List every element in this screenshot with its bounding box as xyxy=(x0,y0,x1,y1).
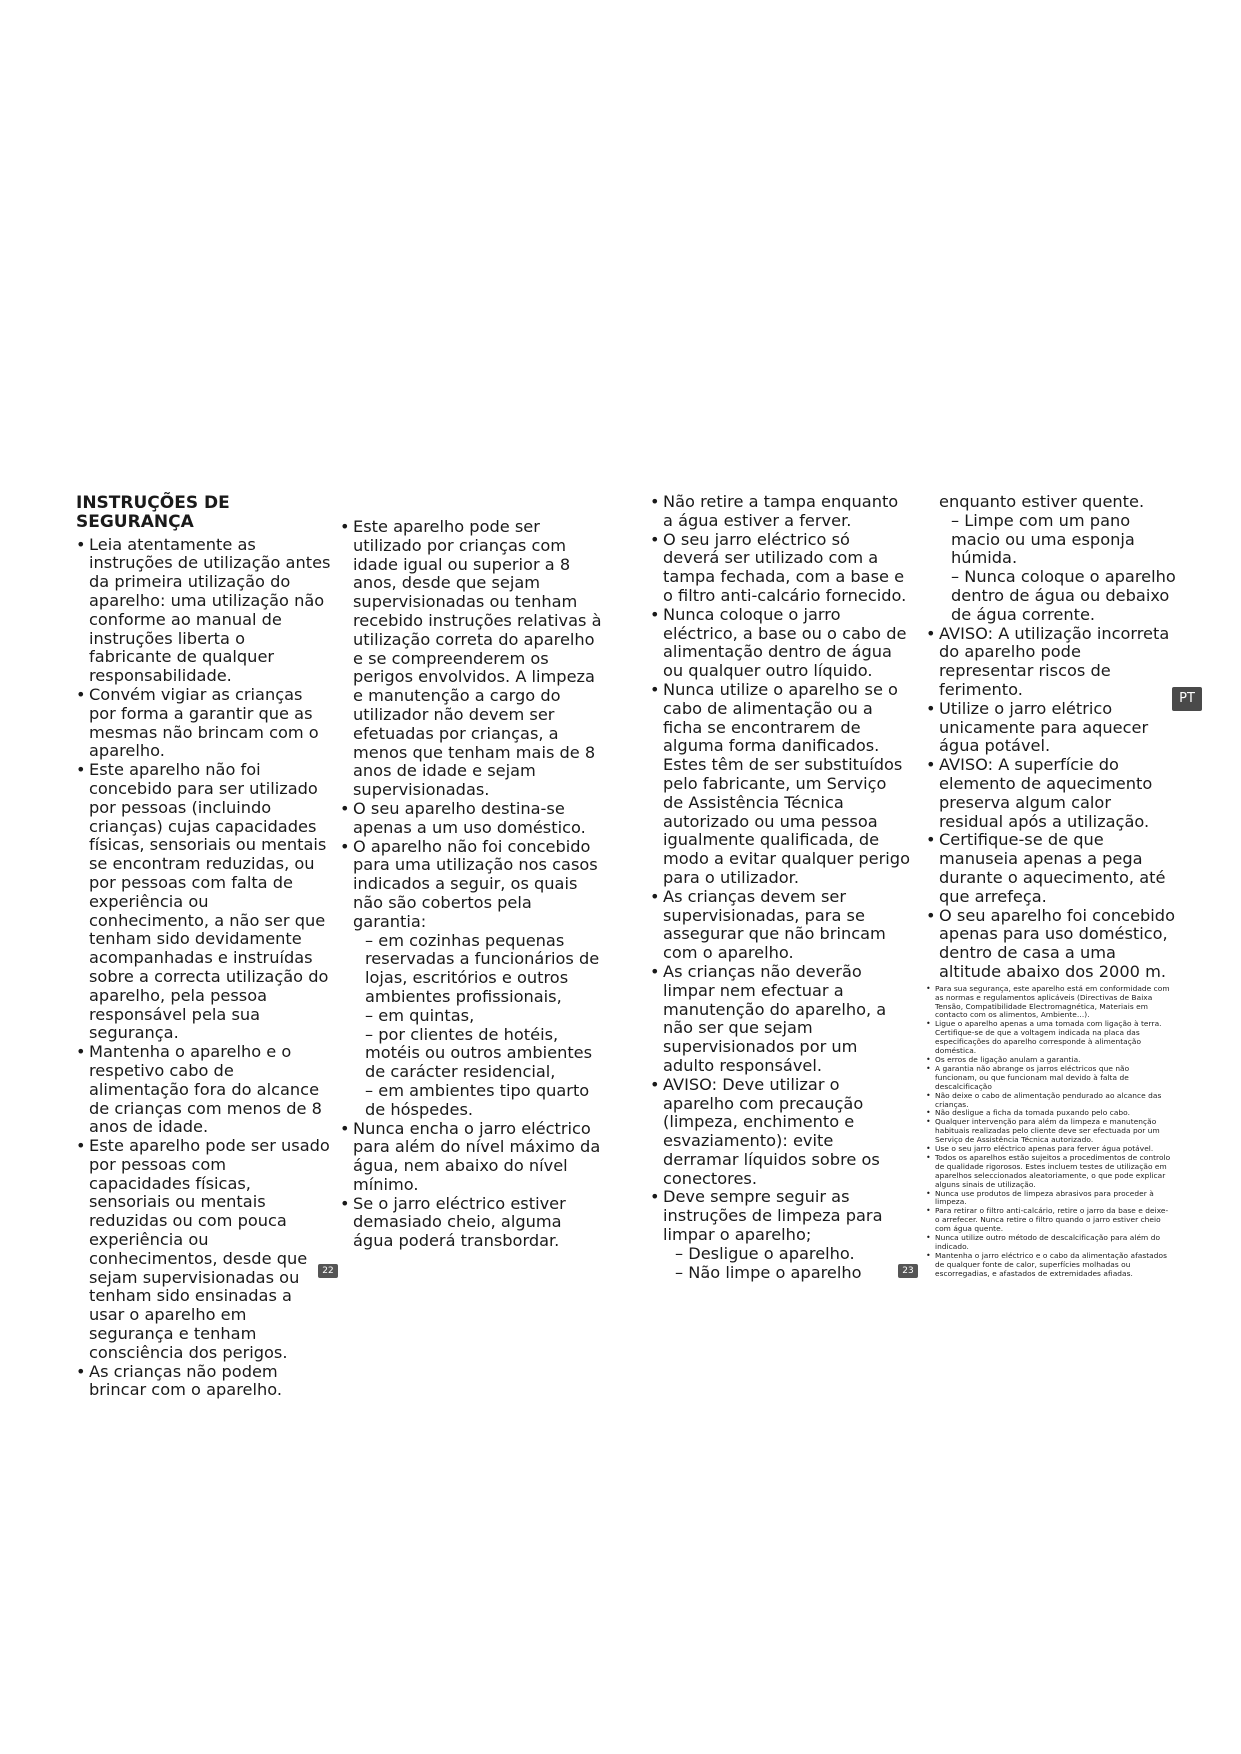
bullet-item: • O seu aparelho foi concebido apenas para uso doméstico, dentro de casa a uma altitude abaixo dos 2000 m. xyxy=(926,907,1176,982)
column-2 xyxy=(340,518,605,1251)
fine-print-item: • Para retirar o filtro anti-calcário, retire o jarro da base e deixe-o arrefecer. Nunca retire o filtro quando o jarro estiver cheio com água quente. xyxy=(926,1207,1171,1234)
bullet-item: • Convém vigiar as crianças por forma a garantir que as mesmas não brincam com o aparelho. xyxy=(76,686,331,761)
bullet-item: • Nunca utilize o aparelho se o cabo de alimentação ou a ficha se encontrarem de alguma forma danificados. Estes têm de ser substituídos pelo fabricante, um Serviço de Assistência Técnica autorizado ou uma pessoa igualmente qualificada, de modo a evitar qualquer perigo para o utilizador. xyxy=(650,681,910,888)
section-title: INSTRUÇÕES DE SEGURANÇA xyxy=(76,493,230,532)
bullet-item: • As crianças não deverão limpar nem efectuar a manutenção do aparelho, a não ser que sejam supervisionados por um adulto responsável. xyxy=(650,963,910,1076)
sub-item: – por clientes de hotéis, motéis ou outros ambientes de carácter residencial, xyxy=(365,1024,593,1082)
fine-print-item: • Nunca use produtos de limpeza abrasivos para proceder à limpeza. xyxy=(926,1190,1171,1208)
fine-print-item: • Ligue o aparelho apenas a uma tomada com ligação à terra. Certifique-se de que a voltagem indicada na placa das especificações do aparelho corresponde à alimentação doméstica. xyxy=(926,1020,1171,1056)
bullet-item: • Nunca encha o jarro eléctrico para além do nível máximo da água, nem abaixo do nível mínimo. xyxy=(340,1120,605,1195)
fine-print-item: • A garantia não abrange os jarros eléctricos que não funcionam, ou que funcionam mal devido à falta de descalcificação xyxy=(926,1065,1171,1092)
fine-print-item: • Todos os aparelhos estão sujeitos a procedimentos de controlo de qualidade rigorosos. Estes incluem testes de utilização em aparelhos seleccionados aleatoriamente, o que pode explicar alguns sinais de utilização. xyxy=(926,1154,1171,1190)
fine-print-item: • Para sua segurança, este aparelho está em conformidade com as normas e regulamentos aplicáveis (Directivas de Baixa Tensão, Compatibilidade Electromagnética, Materiais em contacto com os alimentos, Ambiente…). xyxy=(926,985,1171,1021)
safety-list-col4 xyxy=(926,493,1176,982)
bullet-item: • Mantenha o aparelho e o respetivo cabo de alimentação fora do alcance de crianças com menos de 8 anos de idade. xyxy=(76,1043,331,1137)
safety-list-col2 xyxy=(340,518,605,1251)
bullet-item: • Este aparelho não foi concebido para ser utilizado por pessoas (incluindo crianças) cujas capacidades físicas, sensoriais ou mentais se encontram reduzidas, ou por pessoas com falta de experiência ou conhecimento, a não ser que tenham sido devidamente acompanhadas e instruídas sobre a correcta utilização do aparelho, pela pessoa responsável pela sua segurança. xyxy=(76,761,331,1043)
sub-item: enquanto estiver quente. xyxy=(939,492,1145,511)
bullet-item: • Este aparelho pode ser usado por pessoas com capacidades físicas, sensoriais ou mentais reduzidas ou com pouca experiência ou conhecimentos, desde que sejam supervisionadas ou tenham sido ensinadas a usar o aparelho em segurança e tenham consciência dos perigos. xyxy=(76,1137,331,1363)
bullet-item: • Não retire a tampa enquanto a água estiver a ferver. xyxy=(650,493,910,531)
bullet-item: • AVISO: A superfície do elemento de aquecimento preserva algum calor residual após a utilização. xyxy=(926,756,1176,831)
bullet-item: • Nunca coloque o jarro eléctrico, a base ou o cabo de alimentação dentro de água ou qualquer outro líquido. xyxy=(650,606,910,681)
bullet-item: • AVISO: A utilização incorreta do aparelho pode representar riscos de ferimento. xyxy=(926,625,1176,700)
sub-item: – em quintas, xyxy=(365,1005,475,1025)
column-1 xyxy=(76,494,331,1400)
column-4 xyxy=(926,493,1176,1279)
fine-print-item: • Qualquer intervenção para além da limpeza e manutenção habituais realizadas pelo cliente deve ser efectuada por um Serviço de Assistência Técnica autorizado. xyxy=(926,1118,1171,1145)
safety-list-col3 xyxy=(650,493,910,1282)
language-tab: PT xyxy=(1172,687,1202,711)
bullet-item: • As crianças não podem brincar com o aparelho. xyxy=(76,1363,331,1401)
bullet-item: • Certifique-se de que manuseia apenas a pega durante o aquecimento, até que arrefeça. xyxy=(926,831,1176,906)
bullet-item: • AVISO: Deve utilizar o aparelho com precaução (limpeza, enchimento e esvaziamento): evite derramar líquidos sobre os conectores. xyxy=(650,1076,910,1189)
sub-item: – Não limpe o aparelho xyxy=(675,1262,862,1282)
fine-print-item: • Não desligue a ficha da tomada puxando pelo cabo. xyxy=(926,1109,1171,1118)
column-3 xyxy=(650,493,910,1282)
bullet-item: • Leia atentamente as instruções de utilização antes da primeira utilização do aparelho: uma utilização não conforme ao manual de instruções liberta o fabricante de qualquer responsabilidade. xyxy=(76,536,331,686)
page-number-left: 22 xyxy=(318,1264,338,1278)
fine-print-item: • Os erros de ligação anulam a garantia. xyxy=(926,1056,1171,1065)
bullet-item: • Deve sempre seguir as instruções de limpeza para limpar o aparelho; xyxy=(650,1188,910,1244)
sub-item: – em cozinhas pequenas reservadas a funcionários de lojas, escritórios e outros ambientes profissionais, xyxy=(365,930,600,1006)
bullet-item: • O seu aparelho destina-se apenas a um uso doméstico. xyxy=(340,800,605,838)
bullet-item: • O seu jarro eléctrico só deverá ser utilizado com a tampa fechada, com a base e o filtro anti-calcário fornecido. xyxy=(650,531,910,606)
bullet-item: • Utilize o jarro elétrico unicamente para aquecer água potável. xyxy=(926,700,1176,756)
fine-print-item: • Mantenha o jarro eléctrico e o cabo da alimentação afastados de qualquer fonte de calor, superfícies molhadas ou escorregadias, e afastados de extremidades afiadas. xyxy=(926,1252,1171,1279)
bullet-item: • Se o jarro eléctrico estiver demasiado cheio, alguma água poderá transbordar. xyxy=(340,1195,605,1251)
bullet-item: • As crianças devem ser supervisionadas, para se assegurar que não brincam com o aparelho. xyxy=(650,888,910,963)
bullet-item: • Este aparelho pode ser utilizado por crianças com idade igual ou superior a 8 anos, desde que sejam supervisionadas ou tenham recebido instruções relativas à utilização correta do aparelho e se compreenderem os perigos envolvidos. A limpeza e manutenção a cargo do utilizador não devem ser efetuadas por crianças, a menos que tenham mais de 8 anos de idade e sejam supervisionadas. xyxy=(340,518,605,800)
bullet-item: • O aparelho não foi concebido para uma utilização nos casos indicados a seguir, os quais não são cobertos pela garantia: xyxy=(340,838,605,932)
fine-print-list xyxy=(926,985,1171,1279)
safety-list-col1 xyxy=(76,536,331,1401)
page-number-right: 23 xyxy=(898,1264,918,1278)
fine-print-item: • Não deixe o cabo de alimentação pendurado ao alcance das crianças. xyxy=(926,1092,1171,1110)
sub-item: – Nunca coloque o aparelho dentro de água ou debaixo de água corrente. xyxy=(951,567,1176,624)
fine-print-item: • Use o seu jarro eléctrico apenas para ferver água potável. xyxy=(926,1145,1171,1154)
sub-item: – Limpe com um pano macio ou uma esponja húmida. xyxy=(951,510,1135,568)
sub-item: – em ambientes tipo quarto de hóspedes. xyxy=(365,1080,590,1119)
fine-print-item: • Nunca utilize outro método de descalcificação para além do indicado. xyxy=(926,1234,1171,1252)
sub-item: – Desligue o aparelho. xyxy=(675,1243,855,1263)
